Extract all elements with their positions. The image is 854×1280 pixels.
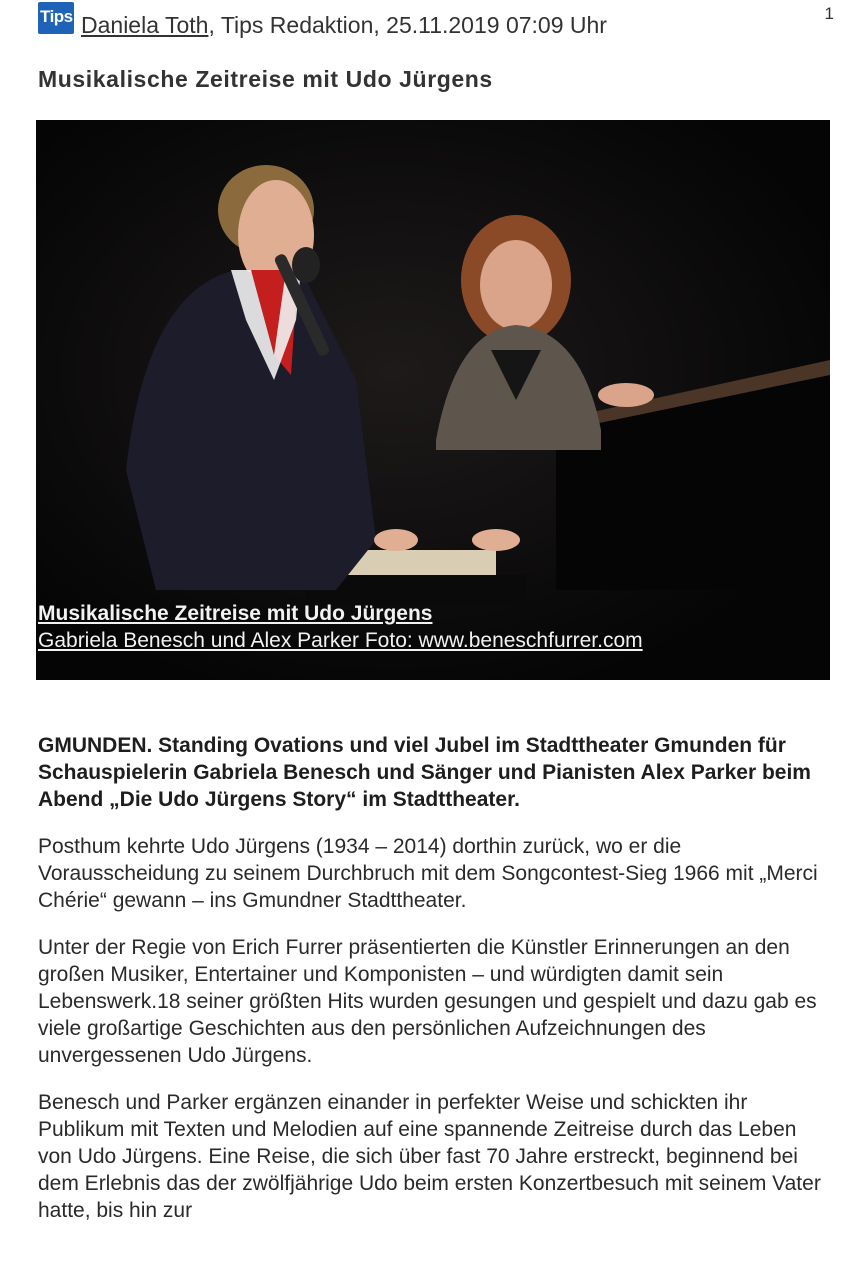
article-title: Musikalische Zeitreise mit Udo Jürgens [38,66,493,92]
photo-caption [38,600,824,654]
article-photo[interactable] [36,120,830,680]
caption-title[interactable]: Musikalische Zeitreise mit Udo Jürgens [38,602,433,625]
article-body [38,732,828,1244]
body-paragraph-1: Posthum kehrte Udo Jürgens (1934 – 2014) dorthin zurück, wo er die Vorausscheidung zu seinem Durchbruch mit dem Songcontest-Sieg 1966 mit „Merci Chérie“ gewann – ins Gmundner Stadttheater. [38,835,818,912]
lead-paragraph: GMUNDEN. Standing Ovations und viel Jubel im Stadttheater Gmunden für Schauspielerin Gabriela Benesch und Sänger und Pianisten Alex Parker beim Abend „Die Udo Jürgens Story“ im Stadttheater. [38,734,811,811]
author-link[interactable]: Daniela Toth [81,12,209,38]
byline [81,12,607,39]
byline-meta: , Tips Redaktion, 25.11.2019 07:09 Uhr [208,12,607,38]
article-header [38,2,834,42]
caption-credit[interactable]: Gabriela Benesch und Alex Parker Foto: www.beneschfurrer.com [38,629,643,652]
photo-illustration [36,120,830,680]
page-number: 1 [824,4,834,23]
tips-logo: Tips [38,2,74,34]
body-paragraph-3: Benesch und Parker ergänzen einander in perfekter Weise und schickten ihr Publikum mit Texten und Melodien auf eine spannende Zeitreise durch das Leben von Udo Jürgens. Eine Reise, die sich über fast 70 Jahre erstreckt, beginnend bei dem Erlebnis das der zwölfjährige Udo beim ersten Konzertbesuch mit seinem Vater hatte, bis hin zur [38,1091,821,1222]
body-paragraph-2: Unter der Regie von Erich Furrer präsentierten die Künstler Erinnerungen an den großen Musiker, Entertainer und Komponisten – und würdigten damit sein Lebenswerk.18 seiner größten Hits wurden gesungen und gespielt und dazu gab es viele großartige Geschichten aus den persönlichen Aufzeichnungen des unvergessenen Udo Jürgens. [38,936,817,1067]
